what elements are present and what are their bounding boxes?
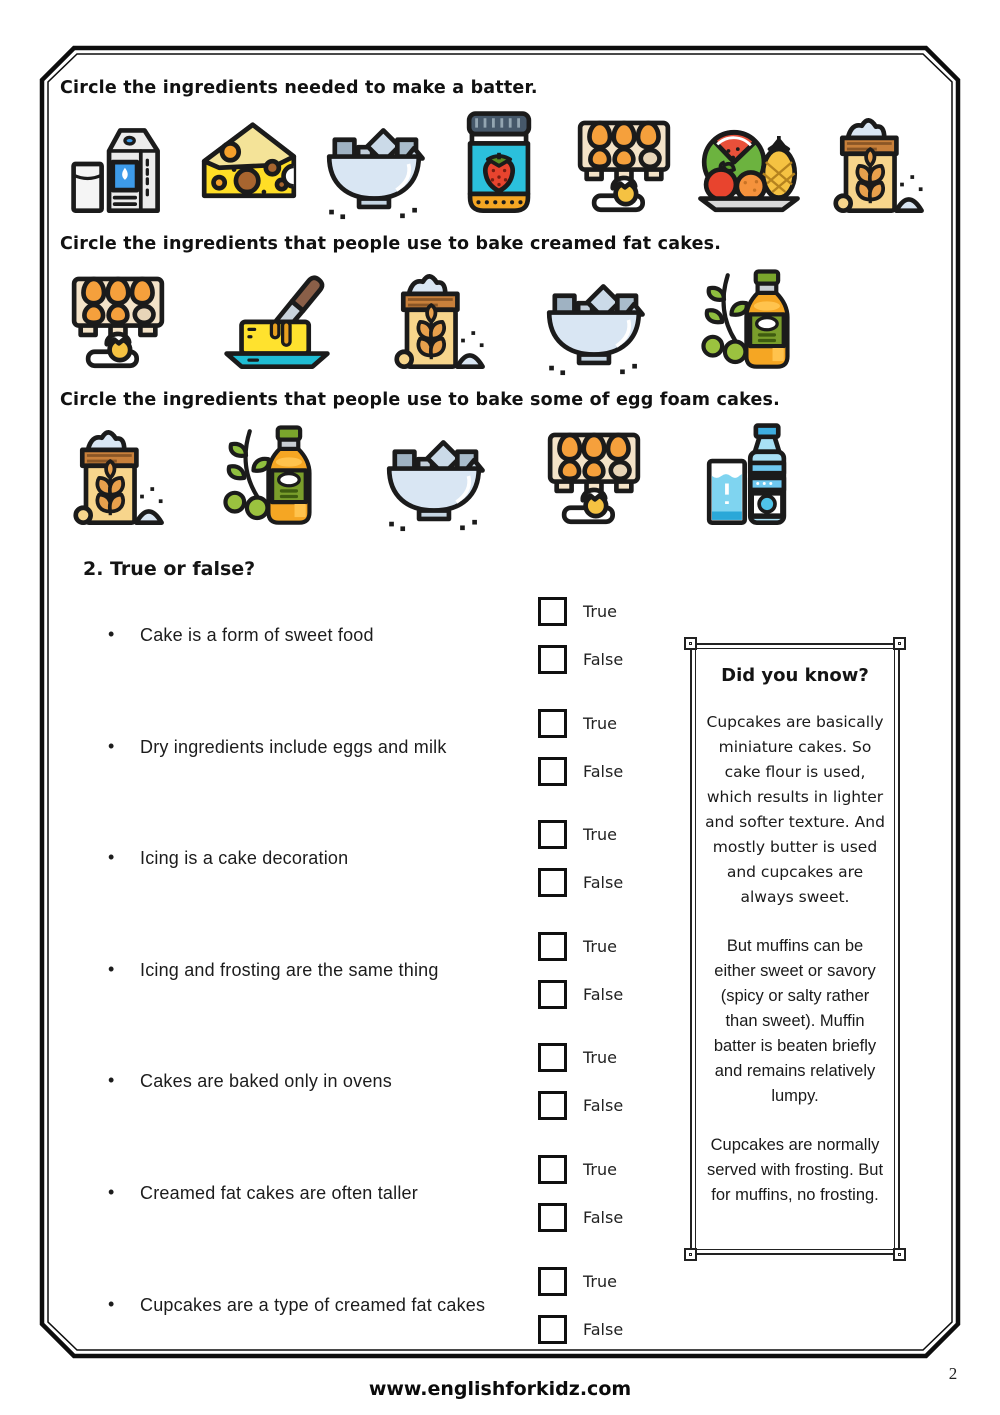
true-option [538,1267,617,1296]
true-label: True [583,1160,617,1179]
true-label: True [583,1272,617,1291]
false-checkbox[interactable] [538,757,567,786]
false-option [538,980,623,1009]
eggs-icon[interactable] [538,420,650,532]
true-checkbox[interactable] [538,709,567,738]
milk-icon[interactable] [68,108,180,220]
did-you-know-box [690,643,900,1255]
true-option [538,820,617,849]
flour-bag-icon[interactable] [58,420,170,532]
false-option [538,1091,623,1120]
true-option [538,1043,617,1072]
frame-ornament-icon [893,1248,906,1261]
true-option [538,709,617,738]
section-2-title: Circle the ingredients that people use to bake creamed fat cakes. [60,234,722,254]
false-checkbox[interactable] [538,1315,567,1344]
false-label: False [583,985,624,1004]
jam-jar-icon[interactable] [443,108,555,220]
tf-statement: • Icing and frosting are the same thing [140,960,439,981]
page-number: 2 [948,1364,958,1383]
false-label: False [583,873,624,892]
did-you-know-paragraph: Cupcakes are basically miniature cakes. So cake flour is used, which results in lighter and softer texture. And mostly butter is used and cupcakes are always sweet. [705,713,885,906]
frame-ornament-icon [893,637,906,650]
false-checkbox[interactable] [538,980,567,1009]
false-option [538,1203,623,1232]
false-option [538,868,623,897]
olive-oil-icon[interactable] [696,264,808,376]
footer-url: www.englishforkidz.com [368,1378,632,1400]
true-option [538,932,617,961]
section-1-icon-row [68,108,930,220]
true-label: True [583,602,617,621]
false-label: False [583,1320,624,1339]
true-checkbox[interactable] [538,597,567,626]
true-option [538,597,617,626]
tf-statement: • Cake is a form of sweet food [140,625,374,646]
true-checkbox[interactable] [538,1155,567,1184]
tf-row [0,1267,1000,1347]
true-label: True [583,1048,617,1067]
true-option [538,1155,617,1184]
water-bottle-icon[interactable] [698,420,810,532]
did-you-know-paragraph: But muffins can be either sweet or savory (spicy or salty rather than sweet). Muffin batter is beaten briefly and remains relatively lumpy. [713,937,877,1105]
fruit-plate-icon[interactable] [693,108,805,220]
flour-bag-icon[interactable] [818,108,930,220]
false-label: False [583,650,624,669]
false-checkbox[interactable] [538,1091,567,1120]
section-3-icon-row [58,420,810,532]
section-2-icon-row [62,264,808,376]
flour-bag-icon[interactable] [379,264,491,376]
eggs-icon[interactable] [568,108,680,220]
cheese-icon[interactable] [193,108,305,220]
false-checkbox[interactable] [538,645,567,674]
butter-knife-icon[interactable] [221,264,333,376]
tf-statement: • Cupcakes are a type of creamed fat cakes [140,1295,485,1316]
did-you-know-title: Did you know? [721,665,869,686]
section-3-title: Circle the ingredients that people use to bake some of egg foam cakes. [60,390,781,410]
sugar-cubes-icon[interactable] [378,420,490,532]
tf-statement: • Cakes are baked only in ovens [140,1071,392,1092]
true-label: True [583,825,617,844]
tf-statement: • Creamed fat cakes are often taller [140,1183,418,1204]
eggs-icon[interactable] [62,264,174,376]
did-you-know-paragraph: Cupcakes are normally served with frosting. But for muffins, no frosting. [706,1136,884,1204]
olive-oil-icon[interactable] [218,420,330,532]
sugar-cubes-icon[interactable] [318,108,430,220]
true-false-heading: 2. True or false? [83,558,256,580]
false-label: False [583,1096,624,1115]
tf-statement: • Icing is a cake decoration [140,848,348,869]
true-label: True [583,714,617,733]
tf-statement: • Dry ingredients include eggs and milk [140,737,447,758]
false-option [538,757,623,786]
section-1-title: Circle the ingredients needed to make a batter. [60,78,538,98]
frame-ornament-icon [684,1248,697,1261]
false-checkbox[interactable] [538,868,567,897]
true-checkbox[interactable] [538,1043,567,1072]
false-option [538,1315,623,1344]
sugar-cubes-icon[interactable] [538,264,650,376]
true-label: True [583,937,617,956]
false-label: False [583,762,624,781]
true-checkbox[interactable] [538,932,567,961]
true-checkbox[interactable] [538,1267,567,1296]
false-option [538,645,623,674]
false-checkbox[interactable] [538,1203,567,1232]
false-label: False [583,1208,624,1227]
frame-ornament-icon [684,637,697,650]
true-checkbox[interactable] [538,820,567,849]
